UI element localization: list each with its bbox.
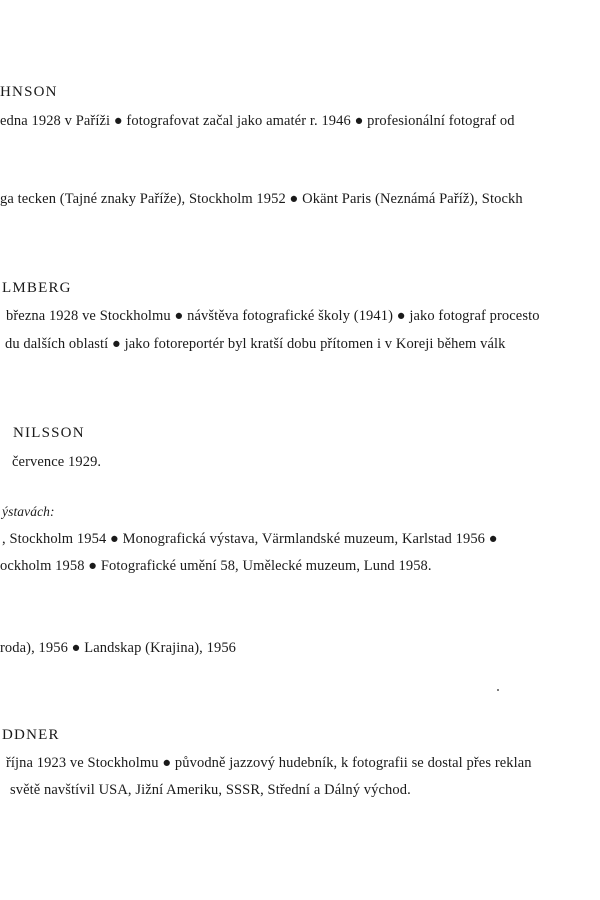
entry-3-line-2: , Stockholm 1954 ● Monografická výstava, Värmlandské muzeum, Karlstad 1956 ● [2,531,498,547]
entry-4-line-1: října 1923 ve Stockholmu ● původně jazzový hudebník, k fotografii se dostal přes reklan [6,755,532,771]
entry-3-line-1: července 1929. [12,454,102,470]
entry-1-line-1: edna 1928 v Paříži ● fotografovat začal jako amatér r. 1946 ● profesionální fotograf od [0,113,515,129]
entry-3-line-3: ockholm 1958 ● Fotografické umění 58, Umělecké muzeum, Lund 1958. [0,558,432,574]
speck [497,689,499,691]
entry-3-exhibitions-heading: ýstavách: [2,504,55,519]
entry-1-line-2: ga tecken (Tajné znaky Paříže), Stockholm 1952 ● Okänt Paris (Neznámá Paříž), Stockh [0,191,523,207]
entry-1-name: HNSON [0,84,58,100]
entry-2-name: LMBERG [2,280,72,296]
entry-4-name: DDNER [2,727,60,743]
entry-3-name: NILSSON [13,425,85,441]
entry-4-line-2: světě navštívil USA, Jižní Ameriku, SSSR, Střední a Dálný východ. [10,782,411,798]
entry-2-line-1: března 1928 ve Stockholmu ● návštěva fotografické školy (1941) ● jako fotograf procesto [6,308,540,324]
entry-2-line-2: du dalších oblastí ● jako fotoreportér byl kratší dobu přítomen i v Koreji během válk [5,336,506,352]
entry-3-line-4: roda), 1956 ● Landskap (Krajina), 1956 [0,640,237,656]
